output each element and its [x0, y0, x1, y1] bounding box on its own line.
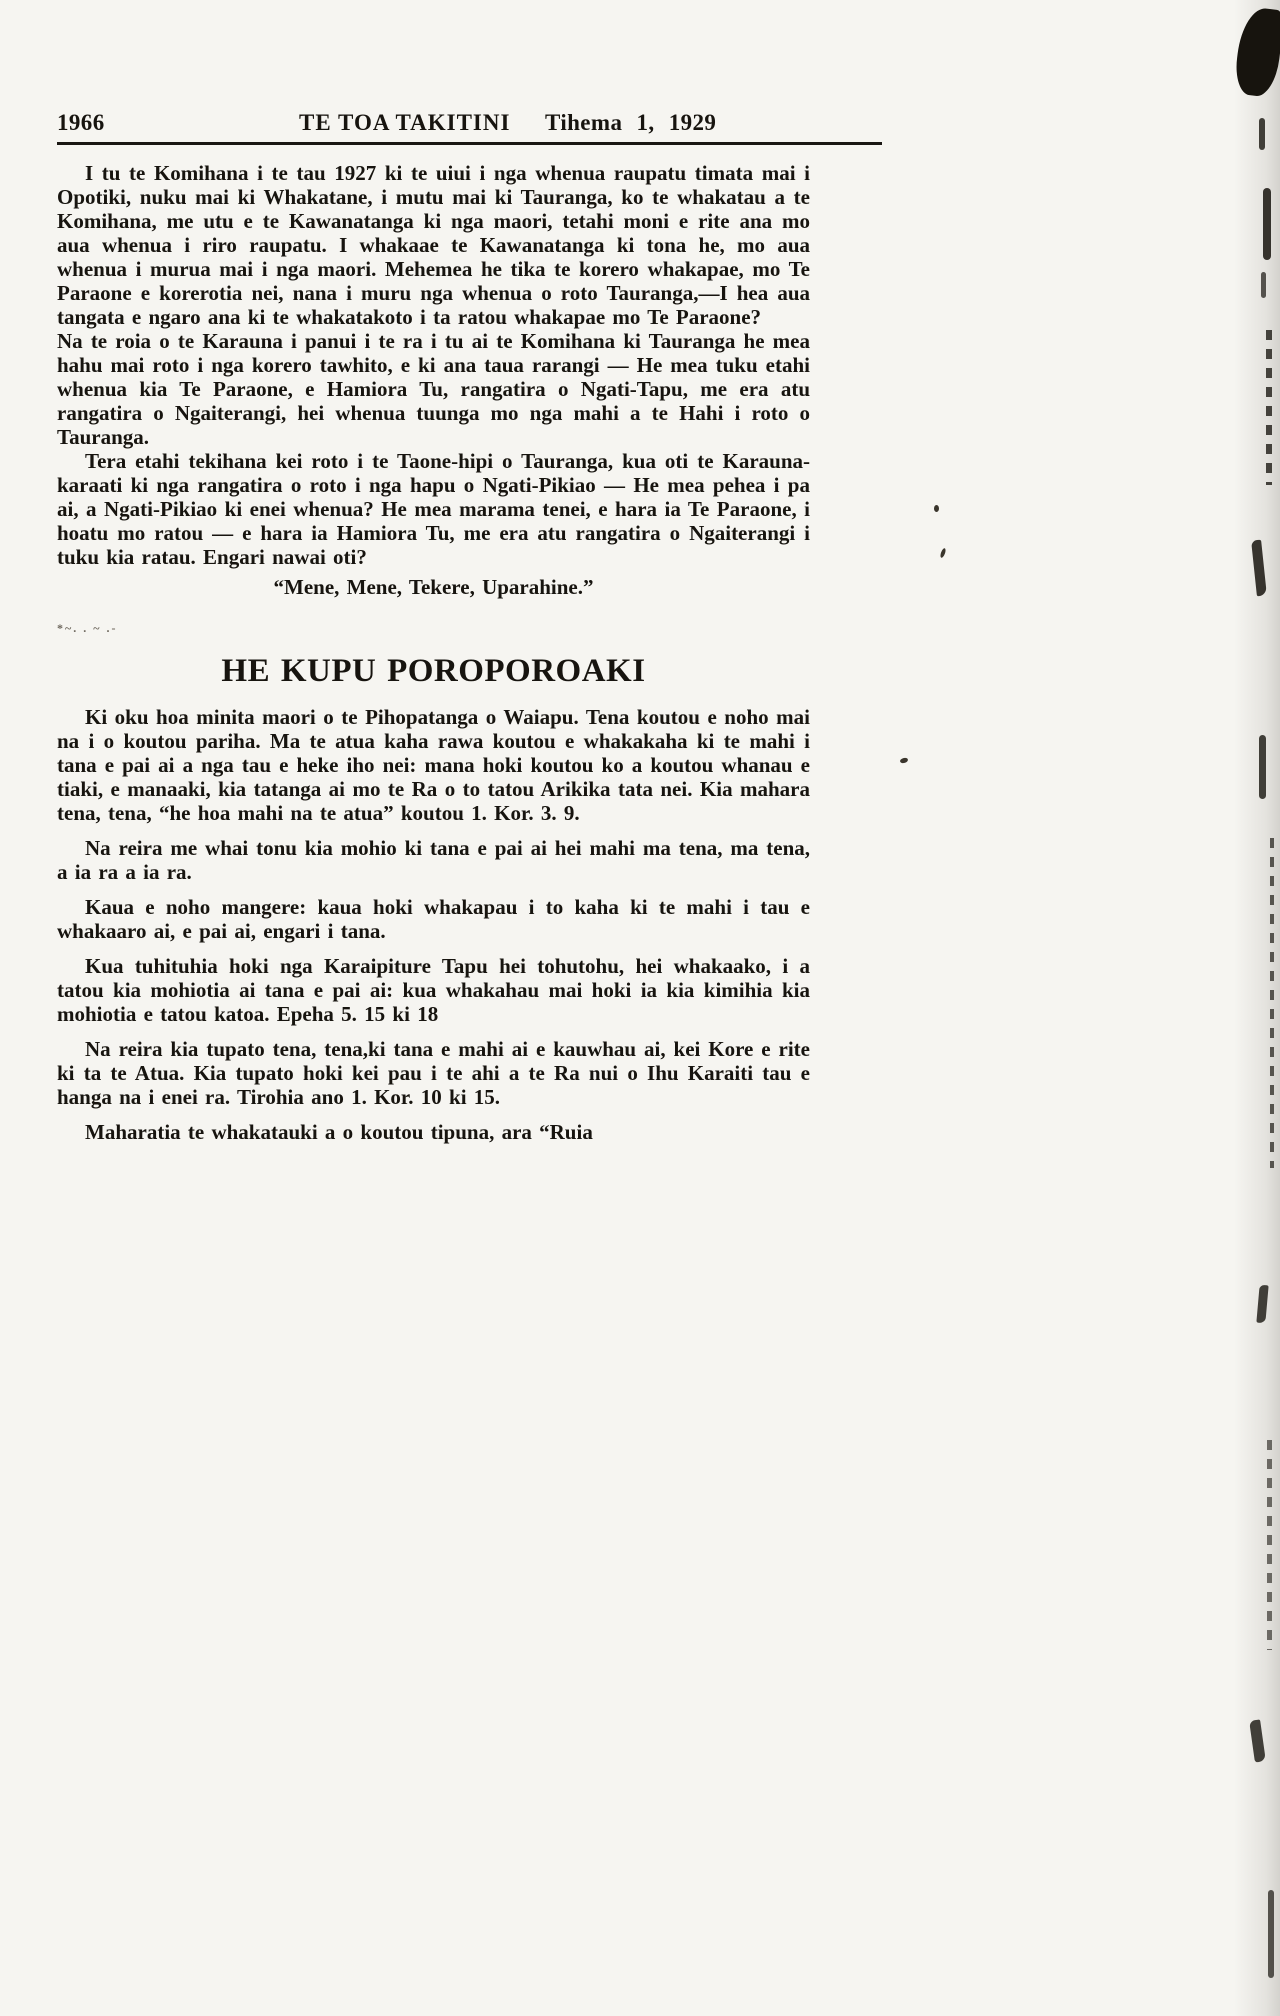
scan-artifact [1268, 1890, 1274, 1978]
article-poroporoaki [57, 653, 810, 1144]
paragraph: Na te roia o te Karauna i panui i te ra i tu ai te Komihana ki Tauranga he mea hahu mai roto i nga korero tawhito, e ki ana taua rarangi — He mea tuku etahi whenua kia Te Paraone, e Hamiora Tu, rangatira o Ngati-Tapu, me era atu rangatira o Ngaiterangi, hei whenua tuunga mo nga mahi a te Hahi i roto o Tauranga. [57, 329, 810, 449]
ink-speck [934, 505, 939, 512]
scan-artifact [1233, 6, 1280, 98]
scan-artifact [1270, 838, 1274, 1168]
scan-artifact [1263, 188, 1271, 260]
article-raupatu-commission [57, 161, 810, 599]
page-number: 1966 [57, 110, 105, 135]
masthead [57, 110, 882, 145]
paragraph: Na reira me whai tonu kia mohio ki tana e pai ai hei mahi ma tena, ma tena, a ia ra a ia ra. [57, 836, 810, 884]
paragraph: Maharatia te whakatauki a o koutou tipuna, ara “Ruia [85, 1120, 593, 1144]
paragraph: Na reira kia tupato tena, tena,ki tana e mahi ai e kauwhau ai, kei Kore e rite ki ta te Atua. Kia tupato hoki kei pau i te ahi a te Ra nui o Ihu Karaiti tau e hanga na i enei ra. Tirohia ano 1. Kor. 10 ki 15. [57, 1037, 810, 1109]
ink-smudge-mark: *~. . ~ .- [57, 621, 118, 635]
scan-artifact [1251, 540, 1267, 597]
paragraph: Tera etahi tekihana kei roto i te Taone-hipi o Tauranga, kua oti te Karauna-karaati ki nga rangatira o roto i nga hapu o Ngati-Pikiao — He mea pehea i pa ai, a Ngati-Pikiao ki enei whenua? He mea marama tenei, e hara ia Te Paraone, i hoatu mo ratou — e hara ia Hamiora Tu, me era atu rangatira o Ngaiterangi i tuku kia ratau. Engari nawai oti? [57, 449, 810, 569]
scan-artifact [1249, 1719, 1266, 1762]
article-heading: HE KUPU POROPOROAKI [221, 653, 646, 689]
issue-date: Tihema 1, 1929 [545, 110, 717, 135]
publication-title: TE TOA TAKITINI [299, 110, 511, 135]
ink-speck [899, 757, 908, 764]
scan-artifact [1261, 272, 1266, 298]
paragraph: Kaua e noho mangere: kaua hoki whakapau i to kaha ki te mahi i tau e whakaaro ai, e pai ai, engari i tana. [57, 895, 810, 943]
scan-artifact [1266, 330, 1272, 485]
paragraph: I tu te Komihana i te tau 1927 ki te uiui i nga whenua raupatu timata mai i Opotiki, nuku mai ki Whakatane, i mutu mai ki Tauranga, ko te whakatau a te Komihana, me utu e te Kawanatanga ki nga maori, tetahi moni e rite ana mo aua whenua i riro raupatu. I whakaae te Kawanatanga ki tona he, mo aua whenua i murua mai i nga maori. Mehemea he tika te korero whakapae, mo Te Paraone e korerotia nei, nana i muru nga whenua o roto Tauranga,—I hea aua tangata e ngaro ana ki te whakatakoto i ta ratou whakapae mo Te Paraone? [57, 161, 810, 329]
paragraph: Kua tuhituhia hoki nga Karaipiture Tapu hei tohutohu, hei whakaako, i a tatou kia mohiotia ai tana e pai ai: kua whakahau mai hoki ia kia kimihia kia mohiotia e tatou katoa. Epeha 5. 15 ki 18 [57, 954, 810, 1026]
ink-speck [939, 548, 946, 559]
closing-quote: “Mene, Mene, Tekere, Uparahine.” [273, 575, 594, 599]
scan-artifact [1259, 735, 1266, 799]
scan-artifact [1259, 118, 1265, 150]
scan-artifact [1256, 1285, 1268, 1324]
scan-artifact [1267, 1440, 1272, 1650]
paragraph: Ki oku hoa minita maori o te Pihopatanga o Waiapu. Tena koutou e noho mai na i o koutou pariha. Ma te atua kaha rawa koutou e whakakaha ki te mahi i tana e pai ai a nga tau e heke iho nei: mana hoki koutou ko a koutou whanau e tiaki, e manaaki, kia tatanga ai mo te Ra o to tatou Arikika tata nei. Kia mahara tena, tena, “he hoa mahi na te atua” koutou 1. Kor. 3. 9. [57, 705, 810, 825]
newspaper-page [57, 110, 882, 1155]
